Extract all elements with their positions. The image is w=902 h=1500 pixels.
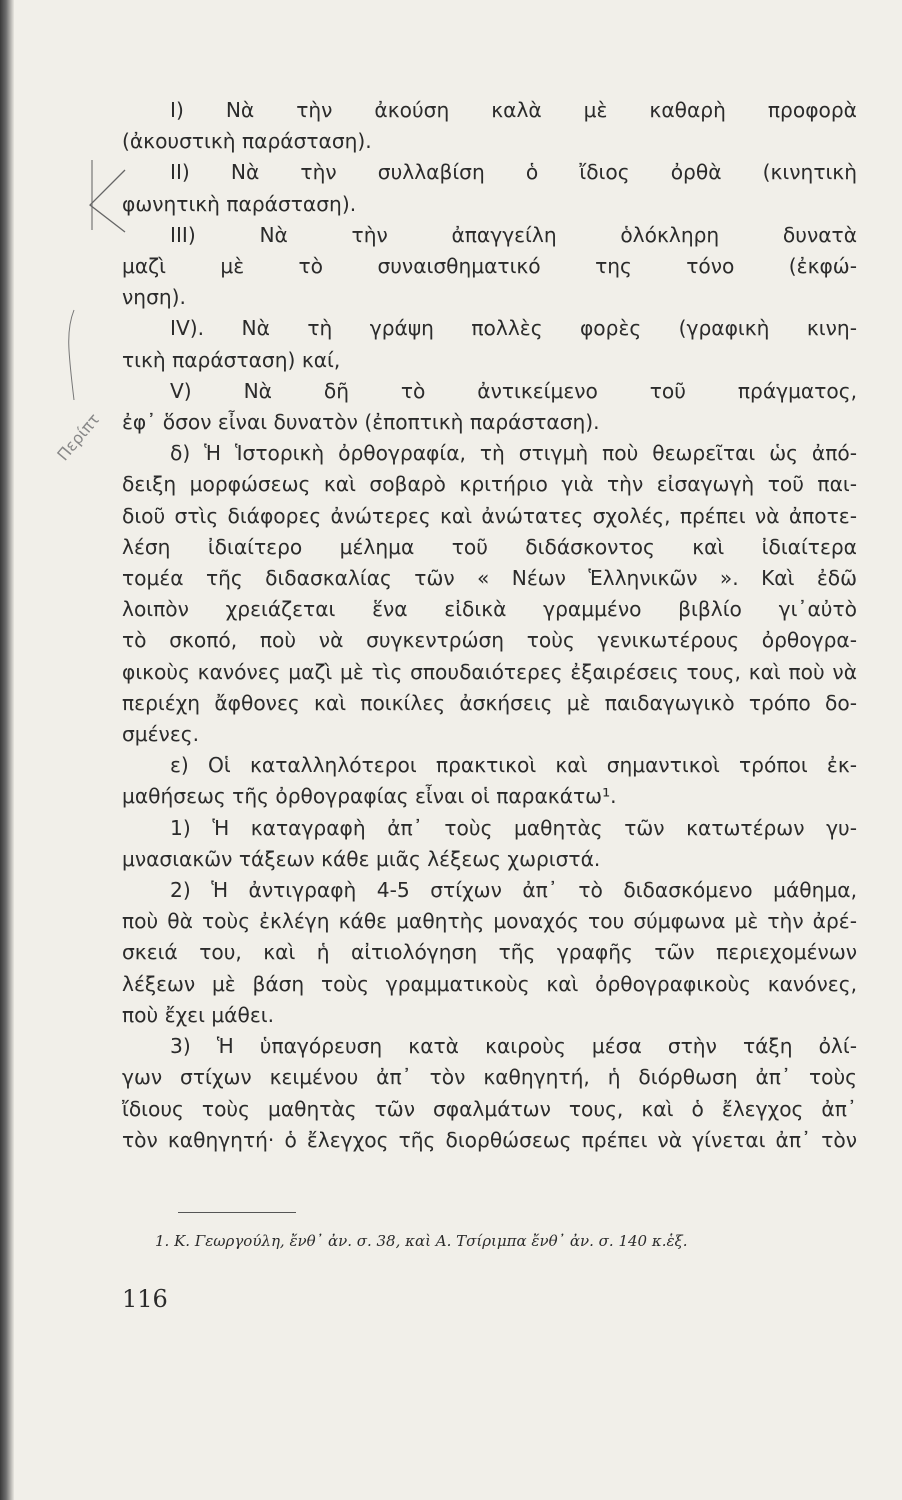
margin-note: Περίπτ (53, 409, 104, 465)
text-line: ποὺ ἔχει μάθει. (122, 1002, 274, 1027)
text-line: μαζὶ μὲ τὸ συναισθηματικό της τόνο (ἐκφώ- (122, 254, 857, 279)
text-line: δειξη μορφώσεως καὶ σοβαρὸ κριτήριο γιὰ τὴν εἰσαγωγὴ τοῦ παι- (122, 472, 857, 497)
text-line: λέση ἰδιαίτερο μέλημα τοῦ διδάσκοντος καὶ ἰδιαίτερα (122, 534, 857, 559)
text-line: μνασιακῶν τάξεων κάθε μιᾶς λέξεως χωριστά. (122, 846, 601, 871)
text-line: τὸ σκοπό, ποὺ νὰ συγκεντρώση τοὺς γενικωτέρους ὀρθογρα- (122, 628, 857, 653)
text-line: τομέα τῆς διδασκαλίας τῶν « Νέων Ἑλληνικῶν ». Καὶ ἐδῶ (122, 566, 857, 591)
page-number: 116 (122, 1285, 168, 1313)
text-line: III) Νὰ τὴν ἀπαγγείλη ὁλόκληρη δυνατὰ (170, 222, 857, 247)
text-line: ε) Οἱ καταλληλότεροι πρακτικοὶ καὶ σημαντικοὶ τρόποι ἐκ- (170, 753, 857, 778)
text-line: φικοὺς κανόνες μαζὶ μὲ τὶς σπουδαιότερες ἐξαιρέσεις τους, καὶ ποὺ νὰ (122, 659, 857, 684)
text-line: 3) Ἡ ὑπαγόρευση κατὰ καιροὺς μέσα στὴν τάξη ὀλί- (170, 1034, 857, 1059)
page-edge-shadow (0, 0, 14, 1500)
text-line: διοῦ στὶς διάφορες ἀνώτερες καὶ ἀνώτατες σχολές, πρέπει νὰ ἀποτε- (122, 503, 857, 528)
text-line: II) Νὰ τὴν συλλαβίση ὁ ἴδιος ὀρθὰ (κινητικὴ (170, 160, 857, 185)
footnote: 1. Κ. Γεωργούλη, ἔνθ᾽ ἀν. σ. 38, καὶ Α. Τσίριμπα ἔνθ᾽ ἀν. σ. 140 κ.ἑξ. (155, 1232, 688, 1250)
text-line: νηση). (122, 285, 186, 310)
text-line: λέξεων μὲ βάση τοὺς γραμματικοὺς καὶ ὀρθογραφικοὺς κανόνες, (122, 971, 857, 996)
text-line: δ) Ἡ Ἱστορικὴ ὀρθογραφία, τὴ στιγμὴ ποὺ θεωρεῖται ὡς ἀπό- (170, 441, 857, 466)
text-line: (ἀκουστικὴ παράσταση). (122, 129, 372, 154)
footnote-divider (178, 1212, 296, 1213)
text-line: 2) Ἡ ἀντιγραφὴ 4-5 στίχων ἀπ᾽ τὸ διδασκόμενο μάθημα, (170, 878, 857, 903)
text-line: ἴδιους τοὺς μαθητὰς τῶν σφαλμάτων τους, καὶ ὁ ἔλεγχος ἀπ᾽ (122, 1096, 857, 1121)
text-line: IV). Νὰ τὴ γράψη πολλὲς φορὲς (γραφικὴ κινη- (170, 316, 857, 341)
text-line: λοιπὸν χρειάζεται ἕνα εἰδικὰ γραμμένο βιβλίο γι᾽αὐτὸ (122, 597, 857, 622)
text-line: μαθήσεως τῆς ὀρθογραφίας εἶναι οἱ παρακάτω¹. (122, 784, 617, 809)
text-line: τὸν καθηγητή· ὁ ἔλεγχος τῆς διορθώσεως πρέπει νὰ γίνεται ἀπ᾽ τὸν (122, 1127, 857, 1152)
text-line: σμένες. (122, 722, 200, 747)
body-text (122, 95, 857, 1156)
text-line: περιέχη ἄφθονες καὶ ποικίλες ἀσκήσεις μὲ παιδαγωγικὸ τρόπο δο- (122, 690, 857, 715)
text-line: γων στίχων κειμένου ἀπ᾽ τὸν καθηγητή, ἡ διόρθωση ἀπ᾽ τοὺς (122, 1065, 857, 1090)
text-line: φωνητικὴ παράσταση). (122, 191, 357, 216)
text-line: I) Νὰ τὴν ἀκούση καλὰ μὲ καθαρὴ προφορὰ (170, 98, 857, 122)
text-line: ἐφ᾽ ὅσον εἶναι δυνατὸν (ἐποπτικὴ παράσταση). (122, 410, 600, 435)
text-line: τικὴ παράσταση) καί, (122, 347, 341, 372)
text-line: ποὺ θὰ τοὺς ἐκλέγη κάθε μαθητὴς μοναχός του σύμφωνα μὲ τὴν ἀρέ- (122, 909, 857, 934)
text-line: σκειά του, καὶ ἡ αἰτιολόγηση τῆς γραφῆς τῶν περιεχομένων (122, 940, 857, 965)
text-line: 1) Ἡ καταγραφὴ ἀπ᾽ τοὺς μαθητὰς τῶν κατωτέρων γυ- (170, 815, 857, 840)
text-line: V) Νὰ δῆ τὸ ἀντικείμενο τοῦ πράγματος, (170, 378, 857, 403)
